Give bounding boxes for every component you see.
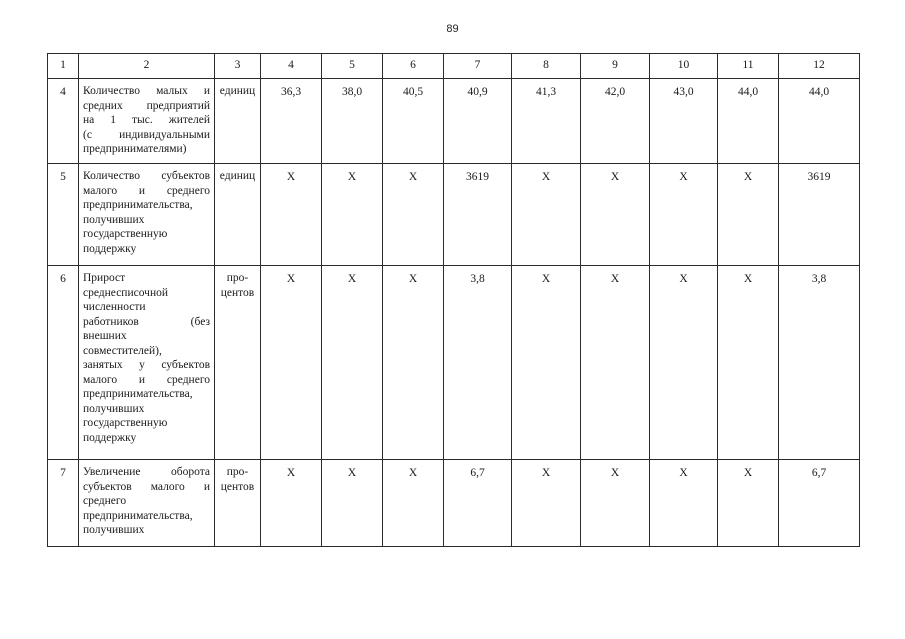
- table-row: [48, 460, 860, 547]
- indicator-name-line: численности: [83, 301, 146, 313]
- header-cell-9: 9: [581, 54, 650, 79]
- value-cell-col-9: Х: [581, 266, 650, 460]
- row-number-cell: 7: [48, 460, 79, 547]
- indicator-name-line: государственную: [83, 228, 168, 240]
- value-cell-col-11: Х: [718, 460, 779, 547]
- value-cell-col-12: 3,8: [779, 266, 860, 460]
- unit-cell: [215, 460, 261, 547]
- value-cell-col-5: Х: [322, 164, 383, 266]
- value-cell-col-7: 3,8: [444, 266, 512, 460]
- header-cell-6: 6: [383, 54, 444, 79]
- header-cell-1: 1: [48, 54, 79, 79]
- indicator-name-line: малого и среднего: [83, 184, 210, 197]
- table-header-row: [48, 54, 860, 79]
- header-cell-3: 3: [215, 54, 261, 79]
- indicator-name-line: Увеличение оборота: [83, 466, 210, 478]
- unit-line: единиц: [219, 85, 256, 97]
- unit-line: про-: [226, 272, 249, 284]
- indicator-name-line: занятых у субъектов: [83, 359, 210, 371]
- table-row: [48, 266, 860, 460]
- value-cell-col-10: Х: [650, 266, 718, 460]
- indicator-name-line: малого и среднего: [83, 373, 210, 386]
- indicator-name-line: получивших: [83, 524, 145, 536]
- indicator-name-cell: [79, 164, 215, 266]
- value-cell-col-6: Х: [383, 266, 444, 460]
- indicator-name-line: получивших: [83, 402, 145, 415]
- value-cell-col-8: Х: [512, 266, 581, 460]
- row-number-cell: 6: [48, 266, 79, 460]
- unit-line: про-: [226, 466, 249, 478]
- indicator-name-line: поддержку: [83, 242, 137, 255]
- header-cell-5: 5: [322, 54, 383, 79]
- table-row: [48, 164, 860, 266]
- value-cell-col-9: 42,0: [581, 79, 650, 164]
- value-cell-col-5: 38,0: [322, 79, 383, 164]
- header-cell-2: 2: [79, 54, 215, 79]
- unit-line: центов: [220, 286, 255, 299]
- indicators-table: [47, 53, 860, 547]
- indicator-name-line: предпринимательства,: [83, 388, 193, 400]
- indicator-name-line: средних предприятий: [83, 99, 210, 112]
- value-cell-col-4: Х: [261, 266, 322, 460]
- unit-line: единиц: [219, 170, 256, 182]
- indicator-name-cell: [79, 79, 215, 164]
- value-cell-col-10: Х: [650, 164, 718, 266]
- value-cell-col-5: Х: [322, 266, 383, 460]
- indicator-name-line: субъектов малого и: [83, 480, 210, 493]
- header-cell-10: 10: [650, 54, 718, 79]
- value-cell-col-5: Х: [322, 460, 383, 547]
- indicator-name-line: среднесписочной: [83, 286, 169, 299]
- value-cell-col-4: 36,3: [261, 79, 322, 164]
- value-cell-col-12: 3619: [779, 164, 860, 266]
- value-cell-col-6: Х: [383, 164, 444, 266]
- indicator-name-line: внешних: [83, 330, 127, 342]
- indicator-name-line: Прирост: [83, 272, 126, 284]
- value-cell-col-8: Х: [512, 460, 581, 547]
- indicator-name-line: на 1 тыс. жителей: [83, 114, 210, 126]
- indicator-name-line: (с индивидуальными: [83, 128, 210, 141]
- unit-cell: [215, 164, 261, 266]
- indicator-name-line: работников (без: [83, 315, 210, 328]
- unit-cell: [215, 266, 261, 460]
- indicator-name-cell: [79, 266, 215, 460]
- row-number-cell: 5: [48, 164, 79, 266]
- header-cell-11: 11: [718, 54, 779, 79]
- indicator-name-line: совместителей),: [83, 344, 162, 357]
- row-number-cell: 4: [48, 79, 79, 164]
- value-cell-col-8: Х: [512, 164, 581, 266]
- value-cell-col-9: Х: [581, 460, 650, 547]
- value-cell-col-8: 41,3: [512, 79, 581, 164]
- value-cell-col-7: 3619: [444, 164, 512, 266]
- value-cell-col-11: Х: [718, 164, 779, 266]
- value-cell-col-11: Х: [718, 266, 779, 460]
- value-cell-col-7: 40,9: [444, 79, 512, 164]
- indicator-name-cell: [79, 460, 215, 547]
- unit-line: центов: [220, 480, 255, 493]
- indicator-name-line: Количество малых и: [83, 85, 210, 97]
- page-number: 89: [446, 23, 459, 35]
- value-cell-col-4: Х: [261, 460, 322, 547]
- indicator-name-line: среднего: [83, 495, 127, 507]
- header-cell-8: 8: [512, 54, 581, 79]
- value-cell-col-6: 40,5: [383, 79, 444, 164]
- value-cell-col-6: Х: [383, 460, 444, 547]
- indicator-name-line: предпринимательства,: [83, 199, 193, 211]
- indicator-name-line: предпринимателями): [83, 143, 187, 155]
- indicator-name-line: Количество субъектов: [83, 170, 210, 182]
- value-cell-col-10: Х: [650, 460, 718, 547]
- table-row: [48, 79, 860, 164]
- value-cell-col-7: 6,7: [444, 460, 512, 547]
- value-cell-col-4: Х: [261, 164, 322, 266]
- header-cell-7: 7: [444, 54, 512, 79]
- value-cell-col-12: 44,0: [779, 79, 860, 164]
- value-cell-col-11: 44,0: [718, 79, 779, 164]
- indicator-name-line: получивших: [83, 213, 145, 226]
- indicator-name-line: поддержку: [83, 431, 137, 444]
- indicator-name-line: предпринимательства,: [83, 509, 193, 522]
- value-cell-col-9: Х: [581, 164, 650, 266]
- value-cell-col-10: 43,0: [650, 79, 718, 164]
- header-cell-12: 12: [779, 54, 860, 79]
- value-cell-col-12: 6,7: [779, 460, 860, 547]
- header-cell-4: 4: [261, 54, 322, 79]
- indicator-name-line: государственную: [83, 417, 168, 429]
- unit-cell: [215, 79, 261, 164]
